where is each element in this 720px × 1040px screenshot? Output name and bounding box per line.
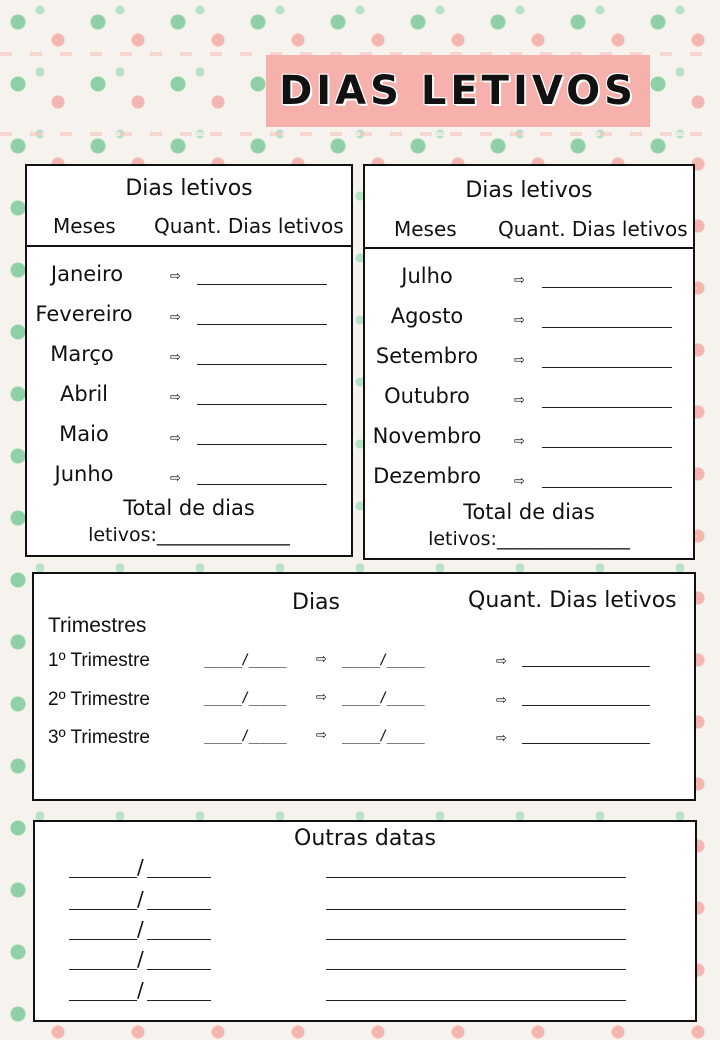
- date-blank-day: [69, 939, 137, 940]
- date-blank-day: [69, 877, 137, 878]
- month-label: Setembro: [375, 344, 479, 368]
- arrow-icon: ⇨: [496, 731, 507, 746]
- description-blank: [326, 969, 626, 970]
- trimestres-col-quant: Quant. Dias letivos: [468, 588, 677, 613]
- description-blank: [326, 1000, 626, 1001]
- semester-right-col-days: Quant. Dias letivos: [498, 217, 688, 241]
- date-separator: /: [137, 978, 144, 1002]
- arrow-icon: ⇨: [170, 310, 181, 325]
- arrow-icon: ⇨: [514, 434, 525, 449]
- arrow-icon: ⇨: [170, 431, 181, 446]
- total-label: Total de dias: [463, 500, 595, 524]
- description-blank: [326, 909, 626, 910]
- arrow-icon: ⇨: [496, 654, 507, 669]
- date-separator: /: [137, 947, 144, 971]
- month-label: Outubro: [384, 384, 470, 408]
- date-blank-month: [147, 909, 211, 910]
- date-separator: /: [137, 887, 144, 911]
- month-label: Dezembro: [373, 464, 481, 488]
- month-label: Abril: [60, 382, 108, 406]
- date-separator: /: [137, 855, 144, 879]
- trimestre-label: 1º Trimestre: [48, 650, 150, 671]
- date-start-blank: _____/_____: [204, 652, 286, 668]
- blank-line: [542, 447, 672, 448]
- date-blank-month: [147, 939, 211, 940]
- blank-line: [197, 364, 327, 365]
- arrow-icon: ⇨: [514, 393, 525, 408]
- month-label: Novembro: [372, 424, 482, 448]
- blank-line: [542, 367, 672, 368]
- semester-left-col-days: Quant. Dias letivos: [154, 214, 344, 238]
- month-label: Junho: [54, 462, 114, 486]
- arrow-icon: ⇨: [514, 353, 525, 368]
- description-blank: [326, 877, 626, 878]
- date-end-blank: _____/_____: [342, 728, 424, 744]
- arrow-icon: ⇨: [170, 390, 181, 405]
- blank-line: [197, 324, 327, 325]
- arrow-icon: ⇨: [170, 269, 181, 284]
- date-start-blank: _____/_____: [204, 690, 286, 706]
- date-start-blank: _____/_____: [204, 728, 286, 744]
- blank-line: [197, 404, 327, 405]
- blank-line: [542, 327, 672, 328]
- blank-line: [522, 666, 650, 667]
- page-title: DIAS LETIVOS: [279, 68, 637, 114]
- blank-line: [197, 484, 327, 485]
- trimestre-label: 2º Trimestre: [48, 689, 150, 710]
- date-blank-month: [147, 877, 211, 878]
- total-blank: letivos:______________: [88, 524, 290, 546]
- decor-stripe: [0, 132, 720, 136]
- month-label: Fevereiro: [35, 302, 133, 326]
- date-end-blank: _____/_____: [342, 652, 424, 668]
- arrow-icon: ⇨: [170, 350, 181, 365]
- date-blank-day: [69, 969, 137, 970]
- semester-left-heading: Dias letivos: [125, 176, 253, 201]
- date-blank-day: [69, 909, 137, 910]
- arrow-icon: ⇨: [514, 474, 525, 489]
- arrow-icon: ⇨: [170, 471, 181, 486]
- month-label: Julho: [401, 264, 453, 288]
- semester-right-col-months: Meses: [394, 217, 457, 241]
- blank-line: [542, 487, 672, 488]
- month-label: Maio: [59, 422, 109, 446]
- arrow-icon: ⇨: [514, 313, 525, 328]
- month-label: Agosto: [390, 304, 464, 328]
- trimestre-label: 3º Trimestre: [48, 727, 150, 748]
- date-separator: /: [137, 917, 144, 941]
- blank-line: [197, 284, 327, 285]
- divider: [365, 247, 693, 249]
- arrow-icon: ⇨: [316, 652, 327, 667]
- month-label: Janeiro: [50, 262, 124, 286]
- total-label: Total de dias: [123, 496, 255, 520]
- outras-datas-heading: Outras datas: [294, 826, 436, 851]
- date-blank-day: [69, 1000, 137, 1001]
- semester-left-box: [25, 164, 353, 557]
- semester-right-box: [363, 164, 695, 560]
- outras-datas-box: [33, 820, 697, 1022]
- arrow-icon: ⇨: [316, 690, 327, 705]
- trimestres-col-dias: Dias: [292, 590, 340, 615]
- blank-line: [542, 407, 672, 408]
- trimestres-box: [32, 572, 696, 801]
- semester-left-col-months: Meses: [53, 214, 116, 238]
- blank-line: [522, 743, 650, 744]
- arrow-icon: ⇨: [496, 693, 507, 708]
- arrow-icon: ⇨: [316, 728, 327, 743]
- divider: [27, 245, 351, 247]
- date-blank-month: [147, 1000, 211, 1001]
- title-banner: [266, 55, 650, 127]
- date-end-blank: _____/_____: [342, 690, 424, 706]
- blank-line: [542, 287, 672, 288]
- month-label: Março: [50, 342, 114, 366]
- total-blank: letivos:______________: [428, 528, 630, 550]
- semester-right-heading: Dias letivos: [465, 178, 593, 203]
- blank-line: [522, 705, 650, 706]
- arrow-icon: ⇨: [514, 273, 525, 288]
- trimestres-heading: Trimestres: [48, 614, 147, 637]
- description-blank: [326, 939, 626, 940]
- date-blank-month: [147, 969, 211, 970]
- blank-line: [197, 444, 327, 445]
